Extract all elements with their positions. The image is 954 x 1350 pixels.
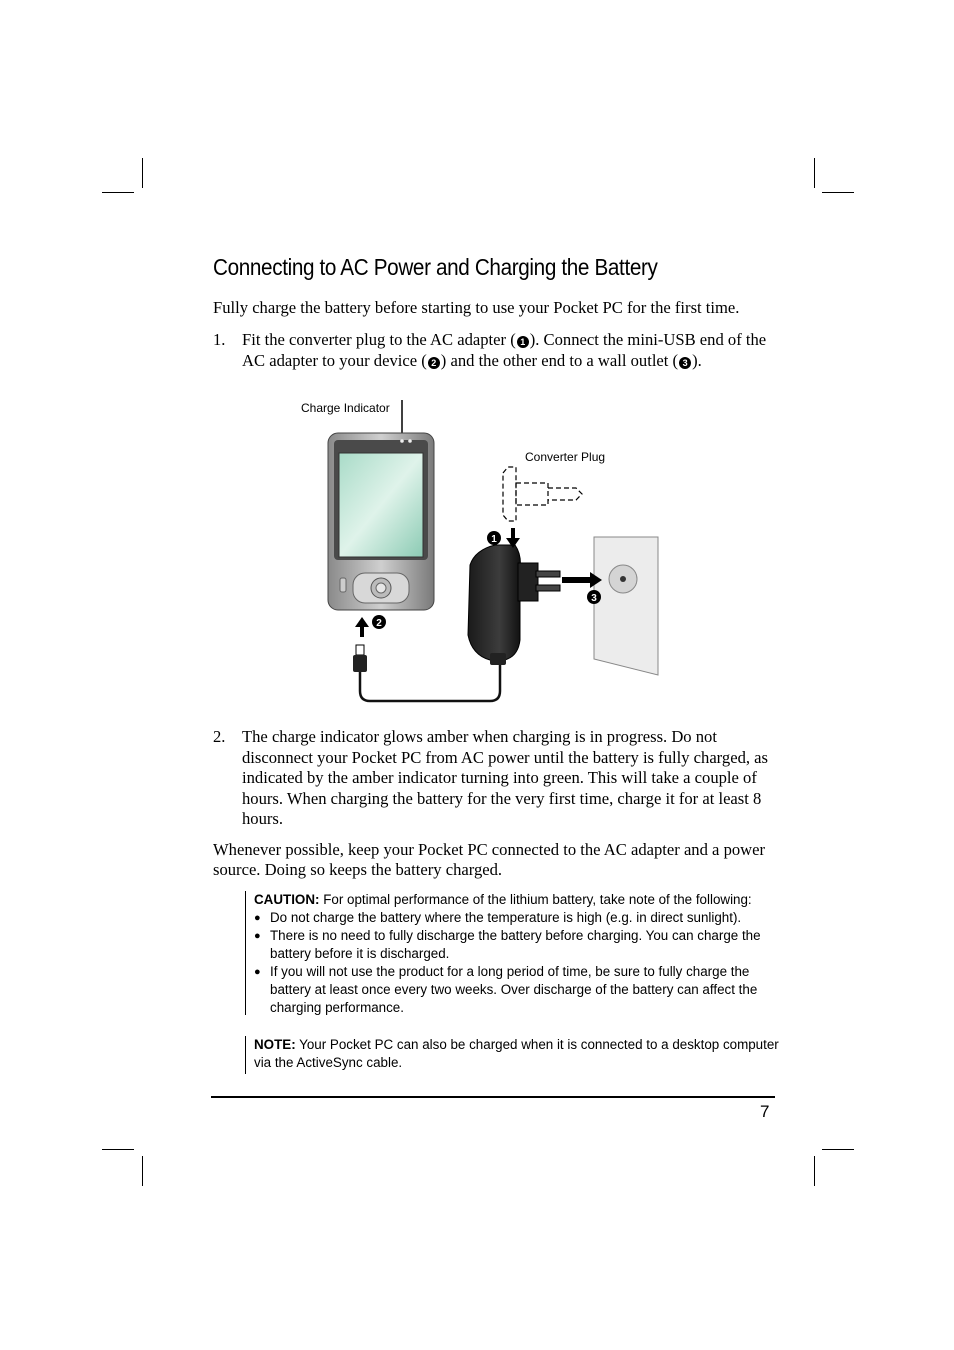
ac-adapter	[468, 545, 560, 665]
marker-1-icon: 1	[517, 336, 529, 348]
crop-mark	[822, 192, 854, 193]
page-title: Connecting to AC Power and Charging the Battery	[213, 254, 658, 280]
converter-plug	[503, 467, 582, 521]
note-label: NOTE:	[254, 1037, 296, 1052]
marker-2-icon: 2	[428, 357, 440, 369]
step-number: 1.	[213, 330, 226, 349]
step-text: Fit the converter plug to the AC adapter ( 1 ). Connect the mini-USB end of the AC adapter to your device ( 2 ) and the other end to a wall outlet ( 3 ).	[242, 330, 767, 370]
charging-illustration	[290, 395, 670, 710]
caution-bullet: ● If you will not use the product for a long period of time, be sure to fully charge the battery at least once every two weeks. Over discharge of the battery can affect the charging performance.	[254, 964, 758, 1015]
page-number: 7	[760, 1102, 770, 1121]
crop-mark	[814, 158, 815, 188]
marker-1-icon: 1	[491, 534, 497, 545]
caution-bullet: ● There is no need to fully discharge the battery before charging. You can charge the battery before it is discharged.	[254, 928, 761, 961]
intro-paragraph: Fully charge the battery before starting to use your Pocket PC for the first time.	[213, 298, 740, 317]
bullet-icon: ●	[254, 912, 261, 924]
footer-rule	[211, 1096, 775, 1098]
caution-bullet: ● Do not charge the battery where the temperature is high (e.g. in direct sunlight).	[254, 910, 742, 925]
caution-label: CAUTION:	[254, 892, 320, 907]
crop-mark	[814, 1156, 815, 1186]
step-text: The charge indicator glows amber when charging is in progress. Do not disconnect your Pocket PC from AC power until the battery is fully charged, as indicated by the amber indicator turning into green. This will take a couple of hours. When charging the battery for the very first time, charge it for at least 8 hours.	[242, 727, 768, 828]
crop-mark	[822, 1149, 854, 1150]
bullet-icon: ●	[254, 930, 261, 942]
marker-3-icon: 3	[679, 357, 691, 369]
crop-mark	[142, 1156, 143, 1186]
crop-mark	[142, 158, 143, 188]
converter-plug-label: Converter Plug	[525, 450, 606, 464]
bullet-icon: ●	[254, 966, 261, 978]
caution-intro: CAUTION: For optimal performance of the lithium battery, take note of the following:	[254, 892, 752, 907]
advice-paragraph: Whenever possible, keep your Pocket PC connected to the AC adapter and a power source. Doing so keeps the battery charged.	[213, 840, 766, 879]
charge-indicator-label: Charge Indicator	[301, 401, 390, 415]
step-number: 2.	[213, 727, 226, 746]
crop-mark	[102, 1149, 134, 1150]
pocket-pc-device	[328, 433, 434, 610]
crop-mark	[102, 192, 134, 193]
marker-2-icon: 2	[376, 618, 382, 629]
wall-outlet	[594, 537, 658, 675]
marker-3-icon: 3	[591, 593, 597, 604]
caution-box	[245, 891, 779, 1015]
note-box: NOTE: Your Pocket PC can also be charged when it is connected to a desktop computer via the ActiveSync cable.	[245, 1036, 779, 1074]
